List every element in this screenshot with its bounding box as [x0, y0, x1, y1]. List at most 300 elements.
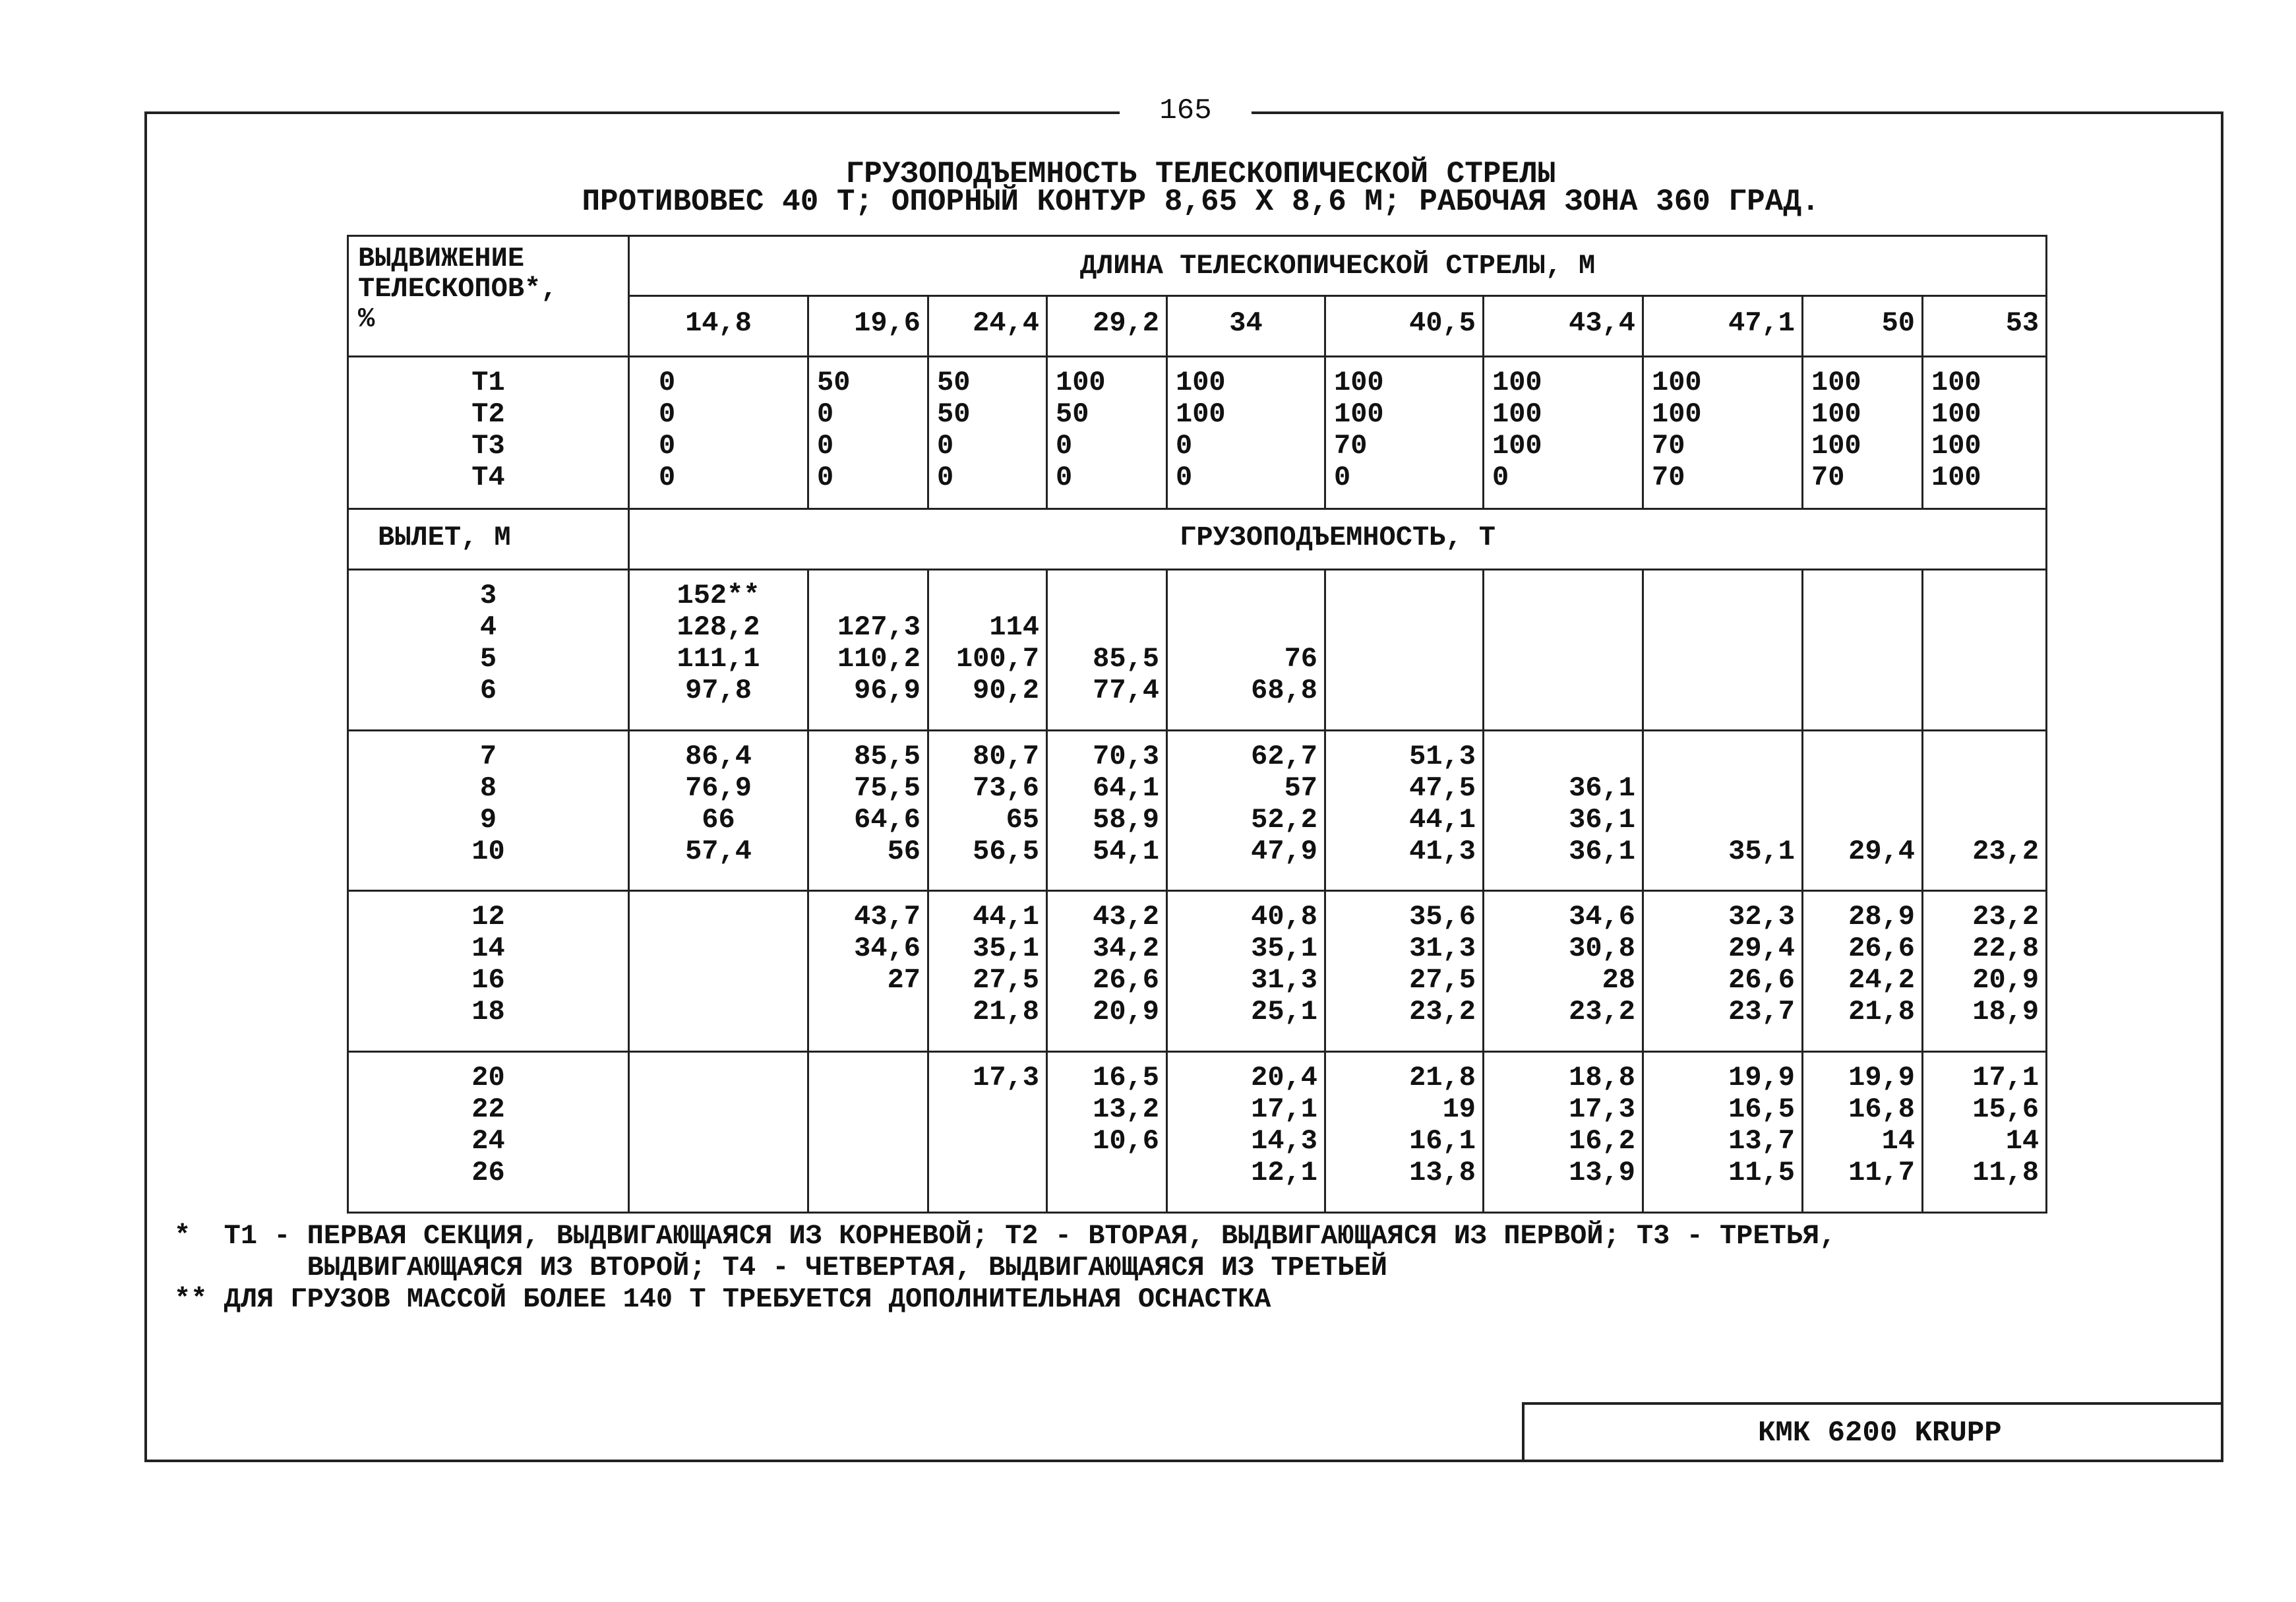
capacity-cell: [1325, 891, 1484, 1052]
capacity-values: [929, 570, 1046, 710]
capacity-value: 47,9: [1251, 835, 1317, 867]
telescope-values: [1048, 357, 1166, 497]
capacity-value: [936, 1125, 1039, 1157]
capacity-value: [1650, 772, 1795, 804]
capacity-value: 47,5: [1409, 772, 1476, 804]
capacity-value: [816, 996, 921, 1028]
telescope-value: 100: [1931, 398, 1981, 430]
telescope-values-cell: [1484, 356, 1643, 509]
capacity-group-row: [348, 1052, 2047, 1213]
capacity-cell: [1047, 1052, 1167, 1213]
capacity-value: 20,9: [1093, 996, 1159, 1028]
capacity-value: [1491, 580, 1635, 611]
capacity-value: [816, 1094, 921, 1125]
boom-length: 14,8: [685, 307, 752, 340]
capacity-value: 14: [2005, 1125, 2039, 1157]
boom-length: 29,2: [1093, 307, 1159, 340]
capacity-value: [636, 996, 801, 1028]
telescope-values-cell: [1047, 356, 1167, 509]
capacity-values: [1484, 731, 1642, 871]
capacity-value: 17,3: [1569, 1094, 1635, 1126]
capacity-value: [936, 580, 1039, 611]
title-block-text: КМК 6200 KRUPP: [1758, 1417, 2002, 1450]
telescope-value: 100: [1931, 461, 1981, 493]
capacity-values: [1644, 1053, 1801, 1192]
capacity-value: 21,8: [973, 996, 1039, 1028]
capacity-value: 111,1: [677, 642, 760, 675]
telescope-values-cell: [808, 356, 928, 509]
telescope-values-cell: [1803, 356, 1923, 509]
capacity-value: [1650, 643, 1795, 675]
capacity-values: [1644, 570, 1801, 710]
telescope-value: 0: [817, 461, 834, 493]
capacity-cell: [1484, 891, 1643, 1052]
capacity-cell: [1923, 569, 2047, 730]
boom-length-cell: [1643, 296, 1803, 356]
capacity-value: 19: [1442, 1094, 1476, 1126]
capacity-value: 51,3: [1409, 740, 1476, 772]
capacity-values: [929, 731, 1046, 871]
extension-header: ВЫДВИЖЕНИЕ ТЕЛЕСКОПОВ*, %: [358, 243, 558, 335]
boom-length: 53: [2005, 307, 2039, 340]
capacity-values: [1803, 731, 1921, 871]
telescope-values: [630, 357, 807, 497]
capacity-value: 13,9: [1569, 1157, 1635, 1189]
boom-length-cell: [1923, 296, 2047, 356]
capacity-value: [816, 1062, 921, 1094]
capacity-value: 152**: [677, 579, 760, 611]
capacity-value: 20,4: [1251, 1062, 1317, 1094]
radius-value: 10: [471, 835, 505, 867]
boom-length-cell: [808, 296, 928, 356]
capacity-value: 75,5: [854, 772, 921, 804]
telescope-label: Т2: [471, 398, 505, 430]
capacity-value: [1650, 804, 1795, 836]
capacity-cell: [1167, 891, 1325, 1052]
telescope-values: [809, 357, 927, 497]
telescope-labels-cell: [348, 356, 629, 509]
telescope-value: 100: [1931, 366, 1981, 398]
telescope-value: 70: [1652, 461, 1685, 493]
capacity-value: 23,2: [1972, 835, 2039, 867]
capacity-value: 19,9: [1848, 1062, 1915, 1094]
capacity-value: 100,7: [955, 642, 1039, 675]
radius-value: 7: [479, 740, 497, 772]
capacity-value: 31,3: [1251, 964, 1317, 997]
capacity-value: 97,8: [685, 674, 752, 706]
capacity-value: 76,9: [685, 772, 752, 804]
capacity-value: 21,8: [1409, 1062, 1476, 1094]
telescope-label: Т3: [471, 429, 505, 462]
capacity-cell: [1047, 730, 1167, 891]
capacity-value: 54,1: [1093, 835, 1159, 867]
capacity-value: 86,4: [685, 740, 752, 772]
capacity-value: 11,7: [1848, 1157, 1915, 1189]
capacity-value: 35,1: [1728, 835, 1795, 867]
extension-header-cell: [348, 236, 629, 357]
capacity-value: 41,3: [1409, 835, 1476, 867]
capacity-value: [1174, 580, 1317, 611]
capacity-value: 52,2: [1251, 803, 1317, 836]
radius-value: 24: [471, 1125, 505, 1157]
capacity-value: 11,5: [1728, 1157, 1795, 1189]
boom-length: 50: [1881, 307, 1915, 340]
radius-value: 4: [479, 611, 497, 643]
boom-length-cell: [1325, 296, 1484, 356]
telescope-value: 0: [1056, 429, 1073, 462]
footnote-1-line-1: * Т1 - ПЕРВАЯ СЕКЦИЯ, ВЫДВИГАЮЩАЯСЯ ИЗ КОРНЕВОЙ; Т2 - ВТОРАЯ, ВЫДВИГАЮЩАЯСЯ ИЗ ПЕРВОЙ; Т3 - ТРЕТЬЯ,: [174, 1220, 1836, 1252]
capacity-cell: [1484, 569, 1643, 730]
radius-value: 14: [471, 933, 505, 965]
capacity-value: [1930, 741, 2039, 772]
header-row-1: [348, 236, 2047, 296]
capacity-value: [936, 1157, 1039, 1188]
boom-length: 40,5: [1409, 307, 1476, 340]
boom-length: 24,4: [973, 307, 1039, 340]
telescope-value: 0: [1492, 461, 1509, 493]
radius-value: 8: [479, 772, 497, 804]
boom-length-cell: [1803, 296, 1923, 356]
telescope-values-cell: [1923, 356, 2047, 509]
capacity-value: 23,2: [1569, 996, 1635, 1028]
capacity-header-cell: [629, 509, 2047, 569]
capacity-cell: [808, 1052, 928, 1213]
footnote-2: ** ДЛЯ ГРУЗОВ МАССОЙ БОЛЕЕ 140 Т ТРЕБУЕТСЯ ДОПОЛНИТЕЛЬНАЯ ОСНАСТКА: [174, 1283, 1271, 1315]
capacity-cell: [1643, 730, 1803, 891]
capacity-values: [630, 731, 807, 871]
capacity-values: [1168, 1053, 1324, 1192]
radius-value: 6: [479, 674, 497, 706]
boom-length-cell: [1167, 296, 1325, 356]
telescope-value: 100: [1334, 366, 1384, 398]
capacity-value: 66: [702, 803, 735, 836]
telescope-value: 0: [659, 429, 676, 462]
page-number: 165: [1120, 91, 1252, 131]
telescope-value: 0: [659, 461, 676, 493]
capacity-value: 30,8: [1569, 933, 1635, 965]
capacity-value: 56: [887, 835, 921, 867]
capacity-value: 110,2: [837, 642, 921, 675]
telescope-value: 100: [1811, 429, 1861, 462]
telescope-values: [929, 357, 1046, 497]
radius-values: [349, 570, 628, 710]
capacity-value: [1930, 772, 2039, 804]
capacity-values: [1803, 1053, 1921, 1192]
capacity-cell: [629, 730, 808, 891]
radius-value: 16: [471, 964, 505, 997]
capacity-value: [636, 1062, 801, 1094]
boom-length: 47,1: [1728, 307, 1795, 340]
capacity-value: 14,3: [1251, 1125, 1317, 1157]
capacity-values: [1048, 892, 1166, 1032]
capacity-value: [1054, 1157, 1159, 1188]
capacity-value: 13,8: [1409, 1157, 1476, 1189]
capacity-value: 40,8: [1251, 901, 1317, 933]
capacity-value: 27,5: [973, 964, 1039, 997]
capacity-value: 64,6: [854, 803, 921, 836]
telescope-value: 0: [937, 429, 954, 462]
capacity-cell: [629, 1052, 808, 1213]
capacity-table: [347, 235, 2047, 1214]
capacity-values: [1048, 1053, 1166, 1192]
capacity-value: 17,1: [1251, 1094, 1317, 1126]
boom-length: 43,4: [1569, 307, 1635, 340]
capacity-value: 114: [989, 611, 1039, 643]
capacity-cell: [1047, 569, 1167, 730]
footnotes: [174, 1220, 1836, 1315]
capacity-cell: [1643, 891, 1803, 1052]
radius-value: 12: [471, 901, 505, 933]
capacity-values: [1484, 892, 1642, 1032]
capacity-cell: [1167, 1052, 1325, 1213]
telescope-value: 100: [1492, 429, 1542, 462]
title-line-1: ГРУЗОПОДЪЕМНОСТЬ ТЕЛЕСКОПИЧЕСКОЙ СТРЕЛЫ: [845, 157, 1556, 191]
capacity-value: 80,7: [973, 740, 1039, 772]
capacity-value: 35,6: [1409, 901, 1476, 933]
capacity-value: 16,5: [1728, 1094, 1795, 1126]
telescope-value: 0: [1176, 429, 1193, 462]
capacity-value: [636, 964, 801, 996]
capacity-value: 16,5: [1093, 1062, 1159, 1094]
telescope-value: 0: [659, 398, 676, 430]
capacity-value: 22,8: [1972, 933, 2039, 965]
capacity-value: 57,4: [685, 835, 752, 867]
radius-header: ВЫЛЕТ, М: [378, 522, 511, 554]
capacity-value: 64,1: [1093, 772, 1159, 804]
telescope-value: 100: [1811, 366, 1861, 398]
capacity-values: [809, 892, 927, 1032]
radius-cell: [348, 1052, 629, 1213]
capacity-value: 70,3: [1093, 740, 1159, 772]
boom-length-cell: [1484, 296, 1643, 356]
title-block: [1522, 1402, 2223, 1462]
capacity-value: [816, 1125, 921, 1157]
telescope-value: 0: [817, 429, 834, 462]
capacity-value: [636, 1094, 801, 1125]
capacity-group-row: [348, 569, 2047, 730]
telescope-values-cell: [1643, 356, 1803, 509]
capacity-values: [1803, 570, 1921, 710]
telescope-value: 100: [1931, 429, 1981, 462]
capacity-value: [1810, 643, 1915, 675]
telescope-row: [348, 356, 2047, 509]
capacity-value: [816, 1157, 921, 1188]
capacity-value: 85,5: [1093, 642, 1159, 675]
capacity-value: 13,7: [1728, 1125, 1795, 1157]
capacity-value: [1810, 804, 1915, 836]
boom-length-header-cell: [629, 236, 2047, 296]
boom-length-cell: [1047, 296, 1167, 356]
capacity-value: 35,1: [973, 933, 1039, 965]
capacity-values: [630, 1053, 807, 1192]
capacity-value: [1930, 611, 2039, 643]
telescope-value: 0: [937, 461, 954, 493]
capacity-value: [1810, 611, 1915, 643]
capacity-value: [1930, 804, 2039, 836]
capacity-value: [1650, 675, 1795, 706]
capacity-value: [816, 580, 921, 611]
title-line-2: ПРОТИВОВЕС 40 Т; ОПОРНЫЙ КОНТУР 8,65 Х 8,6 М; РАБОЧАЯ ЗОНА 360 ГРАД.: [582, 185, 1820, 219]
telescope-values-cell: [928, 356, 1047, 509]
capacity-value: 34,2: [1093, 933, 1159, 965]
capacity-value: 34,6: [1569, 901, 1635, 933]
telescope-values: [1803, 357, 1921, 497]
capacity-value: 76: [1284, 642, 1317, 675]
capacity-header: ГРУЗОПОДЪЕМНОСТЬ, Т: [1180, 522, 1495, 554]
capacity-cell: [928, 569, 1047, 730]
capacity-value: [636, 1125, 801, 1157]
telescope-value: 70: [1652, 429, 1685, 462]
capacity-value: 44,1: [1409, 803, 1476, 836]
capacity-values: [1168, 570, 1324, 710]
capacity-value: 11,8: [1972, 1157, 2039, 1189]
capacity-values: [1048, 731, 1166, 871]
telescope-values-cell: [1167, 356, 1325, 509]
capacity-values: [1923, 892, 2045, 1032]
capacity-value: 12,1: [1251, 1157, 1317, 1189]
telescope-values: [1484, 357, 1642, 497]
capacity-cell: [1803, 891, 1923, 1052]
capacity-value: 28,9: [1848, 901, 1915, 933]
capacity-cell: [1923, 891, 2047, 1052]
footnote-1-line-2: ВЫДВИГАЮЩАЯСЯ ИЗ ВТОРОЙ; Т4 - ЧЕТВЕРТАЯ, ВЫДВИГАЮЩАЯСЯ ИЗ ТРЕТЬЕЙ: [174, 1252, 1387, 1283]
capacity-values: [1484, 1053, 1642, 1192]
capacity-value: [1054, 580, 1159, 611]
boom-length: 19,6: [854, 307, 921, 340]
capacity-cell: [1643, 569, 1803, 730]
capacity-value: 43,7: [854, 901, 921, 933]
capacity-value: [1333, 611, 1476, 643]
telescope-values-cell: [1325, 356, 1484, 509]
capacity-value: 65: [1006, 803, 1039, 836]
telescope-value: 50: [817, 366, 851, 398]
capacity-value: 127,3: [837, 611, 921, 643]
capacity-value: 28: [1602, 964, 1635, 997]
capacity-cell: [928, 1052, 1047, 1213]
capacity-cell: [928, 730, 1047, 891]
radius-value: 3: [479, 579, 497, 611]
capacity-value: [1333, 643, 1476, 675]
capacity-value: 128,2: [677, 611, 760, 643]
capacity-value: 16,2: [1569, 1125, 1635, 1157]
capacity-value: [1810, 772, 1915, 804]
radius-values: [349, 731, 628, 871]
telescope-values: [1644, 357, 1801, 497]
capacity-value: 73,6: [973, 772, 1039, 804]
telescope-value: 100: [1176, 398, 1226, 430]
capacity-value: 90,2: [973, 674, 1039, 706]
capacity-value: 36,1: [1569, 803, 1635, 836]
capacity-value: 58,9: [1093, 803, 1159, 836]
capacity-value: [936, 1094, 1039, 1125]
capacity-values: [1923, 1053, 2045, 1192]
capacity-value: 77,4: [1093, 674, 1159, 706]
capacity-value: [1491, 643, 1635, 675]
capacity-values: [809, 1053, 927, 1192]
capacity-values: [1923, 731, 2045, 871]
capacity-value: 25,1: [1251, 996, 1317, 1028]
radius-values: [349, 892, 628, 1032]
capacity-cell: [1325, 569, 1484, 730]
capacity-value: [1650, 741, 1795, 772]
boom-length-header: ДЛИНА ТЕЛЕСКОПИЧЕСКОЙ СТРЕЛЫ, М: [1079, 250, 1596, 282]
telescope-value: 70: [1334, 429, 1368, 462]
capacity-cell: [1923, 730, 2047, 891]
capacity-value: [1930, 643, 2039, 675]
capacity-cell: [1803, 569, 1923, 730]
radius-value: 5: [479, 642, 497, 675]
capacity-cell: [1167, 569, 1325, 730]
telescope-value: 100: [1492, 398, 1542, 430]
radius-cell: [348, 891, 629, 1052]
capacity-values: [1168, 892, 1324, 1032]
capacity-value: [1054, 611, 1159, 643]
capacity-value: [1650, 580, 1795, 611]
capacity-value: 35,1: [1251, 933, 1317, 965]
capacity-cell: [1484, 730, 1643, 891]
capacity-cell: [1803, 730, 1923, 891]
telescope-values: [1168, 357, 1324, 497]
capacity-values: [1168, 731, 1324, 871]
capacity-value: 29,4: [1848, 835, 1915, 867]
capacity-group-row: [348, 730, 2047, 891]
capacity-value: 27: [887, 964, 921, 997]
radius-header-cell: [348, 509, 629, 569]
capacity-cell: [629, 569, 808, 730]
capacity-value: [1491, 675, 1635, 706]
capacity-value: 14: [1881, 1125, 1915, 1157]
radius-value: 22: [471, 1094, 505, 1126]
radius-value: 26: [471, 1157, 505, 1189]
boom-length-cell: [928, 296, 1047, 356]
capacity-value: 24,2: [1848, 964, 1915, 997]
telescope-value: 50: [937, 366, 971, 398]
capacity-value: 29,4: [1728, 933, 1795, 965]
capacity-value: 36,1: [1569, 772, 1635, 804]
capacity-value: 36,1: [1569, 835, 1635, 867]
capacity-values: [1326, 570, 1482, 710]
telescope-value: 50: [937, 398, 971, 430]
boom-length-cell: [629, 296, 808, 356]
capacity-value: [1333, 675, 1476, 706]
telescope-value: 100: [1652, 366, 1702, 398]
capacity-values: [1326, 731, 1482, 871]
capacity-cell: [808, 891, 928, 1052]
capacity-cell: [808, 730, 928, 891]
capacity-values: [809, 731, 927, 871]
capacity-value: 23,2: [1409, 996, 1476, 1028]
capacity-value: 57: [1284, 772, 1317, 804]
telescope-value: 0: [817, 398, 834, 430]
telescope-value: 0: [1334, 461, 1351, 493]
capacity-value: [1810, 675, 1915, 706]
capacity-cell: [1923, 1052, 2047, 1213]
capacity-values: [630, 892, 807, 1032]
capacity-value: [1930, 675, 2039, 706]
capacity-cell: [1803, 1052, 1923, 1213]
capacity-value: 96,9: [854, 674, 921, 706]
capacity-cell: [808, 569, 928, 730]
capacity-values: [1803, 892, 1921, 1032]
capacity-value: 26,6: [1848, 933, 1915, 965]
capacity-values: [1326, 892, 1482, 1032]
capacity-values: [809, 570, 927, 710]
telescope-value: 100: [1492, 366, 1542, 398]
capacity-value: [1810, 580, 1915, 611]
telescope-values-cell: [629, 356, 808, 509]
capacity-value: 16,1: [1409, 1125, 1476, 1157]
capacity-value: 20,9: [1972, 964, 2039, 997]
